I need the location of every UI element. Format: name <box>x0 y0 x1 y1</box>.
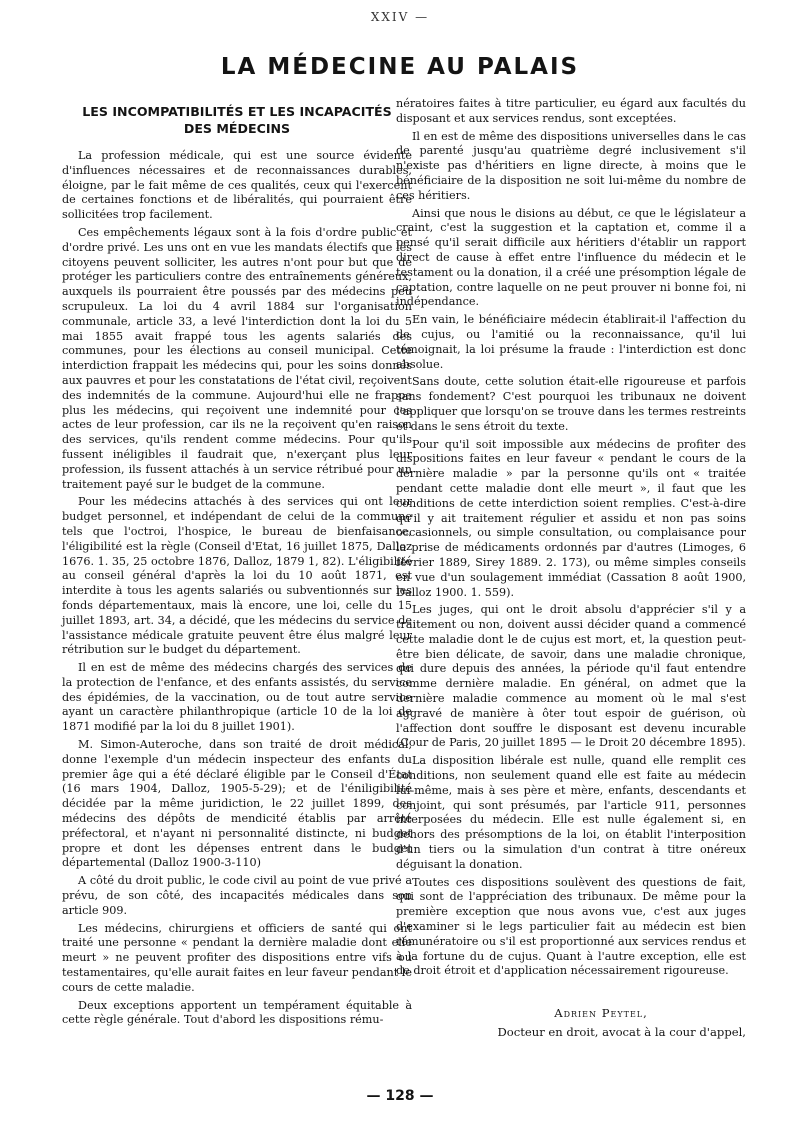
right-paragraph-2: Ainsi que nous le disions au début, ce que le législateur a craint, c'est la suggestion et la captation et, comme il a pensé qu'il serait difficile aux héritiers d'établir un rapport direct de cause à effet entre l'influence du médecin et le testament ou la donation, il a créé une présomption légale de captation, contre laquelle on ne peut prouver ni bonne foi, ni indépendance. <box>396 206 746 309</box>
left-paragraph-3: Pour les médecins attachés à des services qui ont leur budget personnel, et indépendant de celui de la commune tels que l'octroi, l'hospice, le bureau de bienfaisance, l'éligibilité est la règle (Conseil d'Etat, 16 juillet 1875, Dalloz 1676. 1. 35, 25 octobre 1876, Dalloz, 1879 1, 82). L'éligibilité au conseil général d'après la loi du 10 août 1871, est interdite à tous les agents salariés ou subventionnés sur les fonds départementaux, mais là encore, une loi, celle du 15 juillet 1893, art. 34, a décidé, que les médecins du service de l'assistance médicale gratuite peuvent être élus malgré leur rétribution sur le budget du département. <box>62 495 412 657</box>
right-paragraph-1: Il en est de même des dispositions universelles dans le cas de parenté jusqu'au quatrième degré inclusivement s'il n'existe pas d'héritiers en ligne directe, à moins que le bénéficiaire de la disposition ne soit lui-même du nombre de ces héritiers. <box>396 129 746 202</box>
running-head: XXIV — <box>370 10 430 24</box>
left-paragraph-2: Ces empêchements légaux sont à la fois d'ordre public et d'ordre privé. Les uns ont en vue les mandats électifs que les citoyens peuvent solliciter, les autres n'ont pour but que de protéger les particuliers contre des entraînements généreux, auxquels ils pourraient être poussés par des médecins peu scrupuleux. La loi du 4 avril 1884 sur l'organisation communale, article 33, a levé l'interdiction dont la loi du 5 mai 1855 avait frappé tous les agents salariés des communes, pour les élections au conseil municipal. Cette interdiction frappait les médecins qui, pour les soins donnés aux pauvres et pour les constatations de l'état civil, reçoivent des indemnités de la commune. Aujourd'hui elle ne frappe plus les médecins, qui reçoivent une indemnité pour ces actes de leur profession, car ils ne la reçoivent qu'en raison des services, qu'ils rendent comme médecins. Pour qu'ils fussent inéligibles il faudrait que, n'exerçant plus leur profession, ils fussent attachés à un service rétribué pour un traitement payé sur le budget de la commune. <box>62 225 412 491</box>
author-name: Adrien Peytel, <box>554 1006 648 1020</box>
left-paragraph-6: A côté du droit public, le code civil au point de vue privé a prévu, de son côté, des incapacités médicales dans son article 909. <box>62 874 412 917</box>
left-paragraph-1: La profession médicale, qui est une source évidente d'influences nécessaires et de reconnaissances durables, éloigne, par le fait même de ces qualités, ceux qui l'exercent de certaines fonctions et de libéralités, qui pourraient être sollicitées trop facilement. <box>62 149 412 222</box>
left-column <box>62 97 412 1031</box>
section-heading <box>62 103 412 137</box>
author-title: Docteur en droit, avocat à la cour d'appel, <box>497 1025 746 1039</box>
right-continuation: nératoires faites à titre particulier, eu égard aux facultés du disposant et aux services rendus, sont exceptées. <box>396 97 746 125</box>
right-paragraph-4: Sans doute, cette solution était-elle rigoureuse et parfois sans fondement? C'est pourquoi les tribunaux ne doivent l'appliquer que lorsqu'on se trouve dans les termes restreints et dans le sens étroit du texte. <box>396 375 746 433</box>
left-paragraph-8: Deux exceptions apportent un tempérament équitable à cette règle générale. Tout d'abord les dispositions rému- <box>62 998 412 1027</box>
section-heading-line-1: LES INCOMPATIBILITÉS ET LES INCAPACITÉS <box>82 104 392 119</box>
left-paragraph-7: Les médecins, chirurgiens et officiers de santé qui ont traité une personne « pendant la dernière maladie dont elle meurt » ne peuvent profiter des dispositions entre vifs ou testamentaires, qu'elle aurait faites en leur faveur pendant le cours de cette maladie. <box>62 921 412 994</box>
right-paragraph-5: Pour qu'il soit impossible aux médecins de profiter des dispositions faites en leur faveur « pendant le cours de la dernière maladie » par la personne qu'ils ont « traitée pendant cette maladie dont elle meurt », il faut que les conditions de cette interdiction soient remplies. C'est-à-dire qu'il y ait traitement régulier et assidu et non pas soins occasionnels, ou simple consultation, ou complaisance pour la prise de médicaments ordonnés par d'autres (Limoges, 6 février 1889, Sirey 1889. 2. 173), ou même simples conseils en vue d'un soulagement immédiat (Cassation 8 août 1900, Dalloz 1900. 1. 559). <box>396 437 746 599</box>
author-signature <box>396 1004 746 1042</box>
left-paragraph-4: Il en est de même des médecins chargés des services de la protection de l'enfance, et des enfants assistés, du service des épidémies, de la vaccination, ou de tout autre service ayant un caractère philanthropique (article 10 de la loi de 1871 modifié par la loi du 8 juillet 1901). <box>62 661 412 734</box>
page-title: LA MÉDECINE AU PALAIS <box>220 54 580 80</box>
left-paragraph-5: M. Simon-Auteroche, dans son traité de droit médical, donne l'exemple d'un médecin inspecteur des enfants du premier âge qui a été déclaré éligible par le Conseil d'État (16 mars 1904, Dalloz, 1905-5-29); et de l'éniligibilité décidée par la même juridiction, le 22 juillet 1899, des médecins des dépôts de mendicité établis par arrêté préfectoral, et n'ayant ni personnalité distincte, ni budget propre et dont les dépenses entrent dans le budget départemental (Dalloz 1900-3-110) <box>62 738 412 870</box>
right-column <box>396 97 746 982</box>
right-paragraph-6: Les juges, qui ont le droit absolu d'apprécier s'il y a traitement ou non, doivent aussi décider quand a commencé cette maladie dont le de cujus est mort, et, la question peut-être bien délicate, de savoir, dans une maladie chronique, qui dure depuis des années, la période qu'il faut entendre comme dernière maladie. En général, on admet que la dernière maladie commence au moment où le mal s'est aggravé de manière à ôter tout espoir de guérison, où l'affection dont souffre le disposant est devenu incurable (Cour de Paris, 20 juillet 1895 — le Droit 20 décembre 1895). <box>396 603 746 750</box>
right-paragraph-8: Toutes ces dispositions soulèvent des questions de fait, qui sont de l'appréciation des tribunaux. De même pour la première exception que nous avons vue, c'est aux juges d'examiner si le legs particulier fait au médecin est bien rémunératoire ou s'il est proportionné aux services rendus et à la fortune du de cujus. Quant à l'autre exception, elle est de droit étroit et d'application nécessairement rigoureuse. <box>396 875 746 978</box>
right-paragraph-7: La disposition libérale est nulle, quand elle remplit ces conditions, non seulement quand elle est faite au médecin lui-même, mais à ses père et mère, enfants, descendants et conjoint, qui sont présumés, par l'article 911, personnes interposées du médecin. Elle est nulle également si, en dehors des présomptions de la loi, on établit l'interposition d'un tiers ou la simulation d'un contrat à titre onéreux déguisant la donation. <box>396 754 746 871</box>
right-paragraph-3: En vain, le bénéficiaire médecin établirait-il l'affection du de cujus, ou l'amitié ou la reconnaissance, qu'il lui témoignait, la loi présume la fraude : l'interdiction est donc absolue. <box>396 313 746 371</box>
section-heading-line-2: DES MÉDECINS <box>183 121 291 136</box>
page-number: — 128 — <box>366 1088 434 1104</box>
